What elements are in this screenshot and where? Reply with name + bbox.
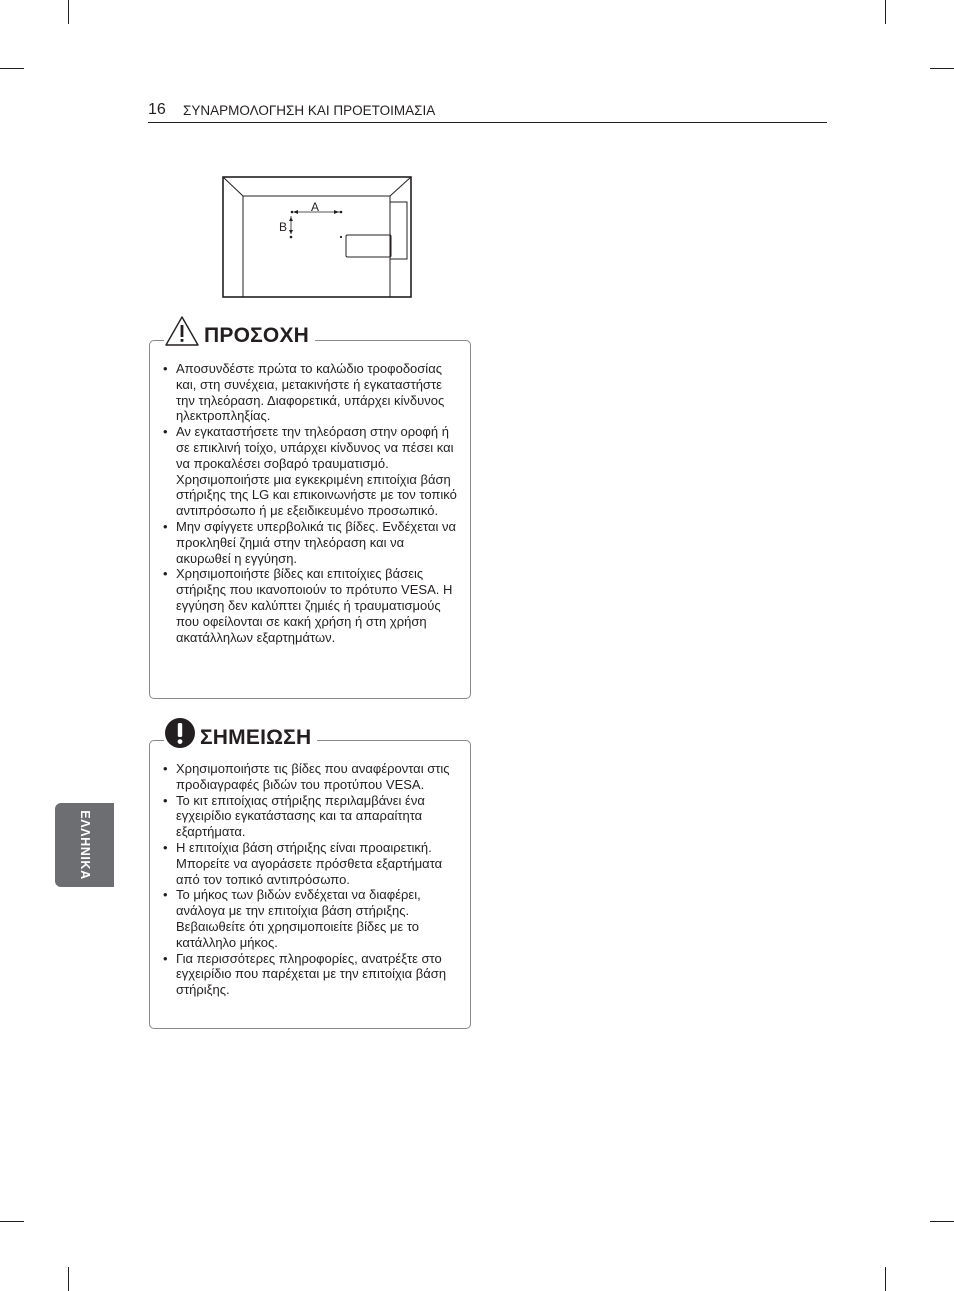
language-tab-label: ΕΛΛΗΝΙΚΑ — [77, 810, 92, 880]
crop-mark — [0, 68, 24, 69]
caution-heading — [164, 315, 315, 347]
crop-mark — [68, 0, 69, 24]
list-item — [162, 951, 462, 998]
list-item-text: • Για περισσότερες πληροφορίες, ανατρέξτε στο εγχειρίδιο που παρέχεται με την επιτοίχια βάση στήριξης. — [176, 950, 447, 998]
list-item-text: • Χρησιμοποιήστε βίδες και επιτοίχιες βάσεις στήριξης που ικανοποιούν το πρότυπο VESA. Η εγγύηση δεν καλύπτει ζημιές ή τραυματισμούς που οφείλονται σε κακή χρήση ή στη χρήση ακατάλληλων εξαρτημάτων. — [176, 566, 453, 645]
list-item — [162, 424, 462, 519]
list-item-text: • Το κιτ επιτοίχιας στήριξης περιλαμβάνει ένα εγχειρίδιο εγκατάστασης και τα απαραίτητα εξαρτήματα. — [176, 792, 425, 840]
dimension-label-b: B — [279, 220, 288, 234]
crop-mark — [68, 1267, 69, 1291]
list-item — [162, 566, 462, 645]
page-header — [148, 100, 827, 123]
list-item-text: • Μην σφίγγετε υπερβολικά τις βίδες. Ενδέχεται να προκληθεί ζημιά στην τηλεόραση και να ακυρωθεί η εγγύηση. — [176, 518, 457, 566]
page-number: 16 — [148, 101, 166, 118]
list-item-text: • Η επιτοίχια βάση στήριξης είναι προαιρετική. Μπορείτε να αγοράσετε πρόσθετα εξαρτήματα από τον τοπικό αντιπρόσωπο. — [176, 839, 443, 887]
list-item — [162, 793, 462, 840]
list-item — [162, 887, 462, 950]
exclamation-circle-icon — [164, 717, 196, 749]
list-item — [162, 840, 462, 887]
section-title: ΣΥΝΑΡΜΟΛΟΓΗΣΗ ΚΑΙ ΠΡΟΕΤΟΙΜΑΣΙΑ — [183, 103, 436, 118]
list-item-text: • Χρησιμοποιήστε τις βίδες που αναφέρονται στις προδιαγραφές βιδών του προτύπου VESA. — [176, 761, 450, 792]
list-item-text: Χρησιμοποιήστε μια εγκεκριμένη επιτοίχια βάση στήριξης της LG και επικοινωνήστε με τον τοπικό αντιπρόσωπο ή με εξειδικευμένο προσωπικό. — [176, 471, 457, 519]
list-item — [162, 761, 462, 793]
note-list — [162, 761, 462, 998]
caution-list — [162, 361, 462, 645]
list-item-text: • Το μήκος των βιδών ενδέχεται να διαφέρει, ανάλογα με την επιτοίχια βάση στήριξης. Βεβαιωθείτε ότι χρησιμοποιείτε βίδες με το κατάλληλο μήκος. — [176, 887, 421, 950]
crop-mark — [930, 68, 954, 69]
caution-title: ΠΡΟΣΟΧΗ — [204, 324, 310, 347]
crop-mark — [0, 1221, 24, 1222]
tv-back-diagram — [222, 176, 412, 298]
crop-mark — [885, 1267, 886, 1291]
dimension-label-a: A — [311, 200, 320, 214]
list-item-text: • Αν εγκαταστήσετε την τηλεόραση στην οροφή ή σε επικλινή τοίχο, υπάρχει κίνδυνος να πέσει και να προκαλέσει σοβαρό τραυματισμό. — [176, 424, 454, 471]
warning-triangle-icon — [164, 315, 200, 347]
note-heading — [164, 717, 317, 749]
note-title: ΣΗΜΕΙΩΣΗ — [200, 726, 312, 749]
list-item — [162, 519, 462, 566]
list-item-text: • Αποσυνδέστε πρώτα το καλώδιο τροφοδοσίας και, στη συνέχεια, μετακινήστε ή εγκαταστήστε την τηλεόραση. Διαφορετικά, υπάρχει κίνδυνος ηλεκτροπληξίας. — [176, 361, 445, 424]
crop-mark — [885, 0, 886, 24]
list-item — [162, 361, 462, 424]
crop-mark — [930, 1221, 954, 1222]
language-tab — [55, 803, 114, 887]
